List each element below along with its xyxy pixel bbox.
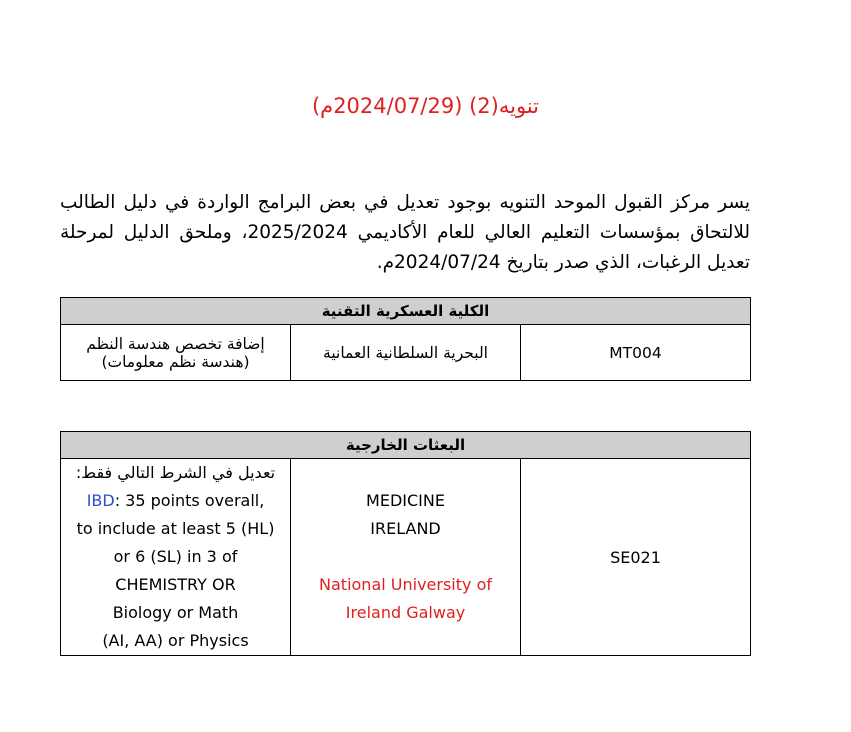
change-intro: تعديل في الشرط التالي فقط:: [75, 463, 276, 482]
program-code: MT004: [521, 325, 751, 381]
table-header: الكلية العسكرية التقنية: [61, 298, 751, 325]
university-name: Ireland Galway: [345, 603, 466, 622]
notice-body: يسر مركز القبول الموحد التنويه بوجود تعديل في بعض البرامج الواردة في دليل الطالب للالتحاق بمؤسسات التعليم العالي للعام الأكاديمي 2025/2024، وملحق الدليل لمرحلة تعديل الرغبات، الذي صدر بتاريخ 2024/07/24م.: [60, 192, 751, 273]
condition-text: or 6 (SL) in 3 of: [113, 547, 238, 566]
change-line: (هندسة نظم معلومات): [101, 352, 250, 371]
condition-text: : 35 points overall,: [114, 491, 265, 510]
technical-military-college-table: [60, 297, 751, 381]
university-name: National University of: [319, 575, 492, 594]
condition-text: to include at least 5 (HL): [76, 519, 275, 538]
ibd-label: IBD: [86, 491, 115, 510]
program-details: [291, 459, 521, 656]
change-line: إضافة تخصص هندسة النظم: [86, 334, 265, 353]
notice-title: تنويه(2) (2024/07/29م): [311, 94, 539, 118]
program-country: IRELAND: [370, 519, 441, 538]
change-condition: [61, 459, 291, 656]
condition-text: Biology or Math: [112, 603, 239, 622]
program-code: SE021: [521, 459, 751, 656]
external-scholarships-table: [60, 431, 751, 656]
condition-text: (AI, AA) or Physics: [102, 631, 249, 650]
condition-text: CHEMISTRY OR: [115, 575, 236, 594]
program-name: MEDICINE: [366, 491, 445, 510]
table-header: البعثات الخارجية: [61, 432, 751, 459]
change-description: [61, 325, 291, 381]
table-row: [61, 459, 751, 656]
institution-name: البحرية السلطانية العمانية: [291, 325, 521, 381]
table-row: [61, 325, 751, 381]
